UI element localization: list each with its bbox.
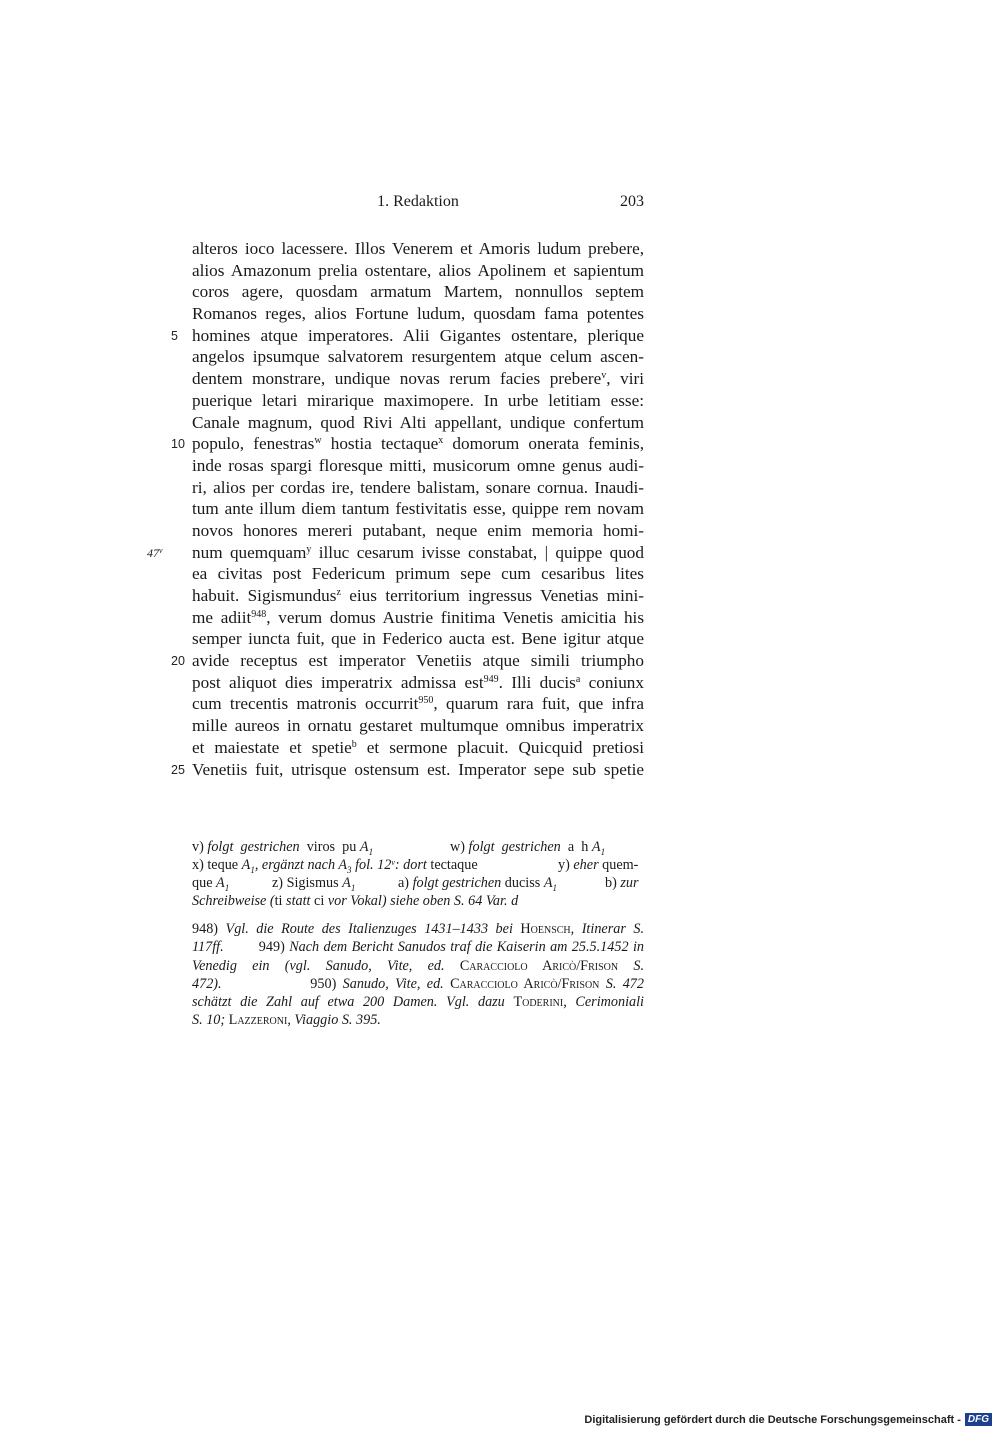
text-line	[192, 455, 644, 477]
main-text	[147, 238, 645, 780]
line-number: 25	[171, 762, 185, 777]
folio-margin-note: 47$^v$	[147, 545, 163, 560]
text-line	[192, 390, 644, 412]
funding-text: Digitalisierung gefördert durch die Deutsche Forschungsgemeinschaft -	[584, 1413, 961, 1426]
critical-apparatus	[192, 838, 644, 910]
apparatus-line	[192, 892, 644, 910]
footnote-marker: v	[601, 370, 607, 382]
line-text: tum ante illum diem tantum festivitatis esse, quippe rem novam	[192, 499, 644, 519]
text-line	[192, 498, 644, 520]
line-text: Canale magnum, quod Rivi Alti appellant, undique confertum	[192, 412, 644, 432]
text-line	[192, 477, 644, 499]
apparatus-line	[192, 856, 644, 874]
line-text: Romanos reges, alios Fortune ludum, quosdam fama potentes	[192, 304, 644, 324]
line-text: ea civitas post Federicum primum sepe cum cesaribus lites	[192, 564, 644, 584]
line-text: num quemquam$^y$ illuc cesarum ivisse constabat, | quippe quod	[192, 542, 644, 562]
line-text: puerique letari mirarique maximopere. In urbe letitiam esse:	[192, 390, 644, 410]
line-text: cum trecentis matronis occurrit$^{950}$, quarum rara fuit, que infra	[192, 694, 644, 714]
line-text: coros agere, quosdam armatum Martem, nonnullos septem	[192, 282, 644, 302]
footnote-marker: 950	[418, 695, 434, 707]
apparatus-line	[192, 838, 644, 856]
text-line	[192, 737, 644, 759]
line-text: ri, alios per cordas ire, tendere balistam, sonare cornua. Inaudi-	[192, 477, 644, 497]
text-line	[192, 346, 644, 368]
apparatus-line	[192, 874, 644, 892]
footnote-marker: w	[314, 435, 322, 447]
text-line	[192, 628, 644, 650]
text-line	[192, 607, 644, 629]
apparatus-entry-v: v) folgt gestrichen viros pu $A_1$	[192, 839, 374, 857]
line-text: inde rosas spargi floresque mitti, musicorum omne genus audi-	[192, 455, 644, 475]
text-line	[192, 715, 644, 737]
line-number: 5	[171, 328, 178, 343]
line-text: novos honores mereri putabant, neque enim memoria homi-	[192, 520, 644, 540]
apparatus-entry-z: z) Sigismus $A_1$	[272, 875, 356, 893]
footnote-line: S. 10; Lazzeroni, Viaggio S. 395.	[192, 1012, 381, 1029]
text-line	[192, 563, 644, 585]
line-text: et maiestate et spetie$^b$ et sermone placuit. Quicquid pretiosi	[192, 737, 645, 757]
text-line	[171, 759, 644, 781]
line-text: alios Amazonum prelia ostentare, alios Apolinem et sapientum	[192, 260, 644, 280]
apparatus-entry-w: w) folgt gestrichen a h $A_1$	[450, 839, 606, 857]
footnote-line: schätzt die Zahl auf etwa 200 Damen. Vgl. dazu Toderini, Cerimoniali	[192, 994, 644, 1011]
apparatus-entry-y-cont: que $A_1$	[192, 875, 230, 893]
footnotes	[192, 920, 644, 1030]
line-text: habuit. Sigismundus$^z$ eius territorium ingressus Venetias mini-	[192, 586, 644, 605]
line-text: semper iuncta fuit, que in Federico aucta est. Bene igitur atque	[192, 629, 644, 649]
text-line	[171, 433, 645, 455]
text-line	[192, 672, 644, 694]
footnote-line: 472). 950) Sanudo, Vite, ed. Caracciolo Aricò/Frison S. 472	[192, 975, 644, 992]
text-line	[192, 693, 644, 715]
apparatus-entry-y: y) eher quem-	[558, 857, 639, 873]
line-text: avide receptus est imperator Venetiis atque simili triumpho	[192, 651, 644, 671]
running-head	[192, 191, 644, 215]
footnote-marker: a	[575, 673, 581, 685]
footnote-line: 117ff. 949) Nach dem Bericht Sanudos traf die Kaiserin am 25.5.1452 in	[192, 939, 644, 956]
line-text: populo, fenestras$^w$ hostia tectaque$^x$ domorum onerata feminis,	[192, 434, 645, 454]
apparatus-entry-a: a) folgt gestrichen duciss $A_1$	[398, 875, 557, 893]
apparatus-entry-x: x) teque $A_1$, ergänzt nach $A_3$ fol. 12$^v$: dort tectaque	[192, 857, 478, 875]
footnote-marker: y	[306, 543, 312, 555]
line-text: post aliquot dies imperatrix admissa est$^{949}$. Illi ducis$^a$ coniunx	[192, 672, 644, 692]
line-text: dentem monstrare, undique novas rerum facies prebere$^v$, viri	[192, 369, 645, 389]
text-line	[171, 325, 644, 347]
footnote-marker: x	[438, 435, 444, 447]
apparatus-entry-b: b) zur	[605, 875, 639, 891]
text-line	[192, 281, 644, 303]
chapter-title: 1. Redaktion	[377, 193, 459, 210]
line-number: 10	[171, 437, 185, 452]
text-line	[192, 303, 644, 325]
line-text: alteros ioco lacessere. Illos Venerem et Amoris ludum prebere,	[192, 239, 644, 258]
footnote-marker: z	[336, 587, 341, 598]
line-number: 20	[171, 654, 185, 669]
dfg-logo: DFG	[965, 1413, 992, 1426]
footnote-line: Venedig ein (vgl. Sanudo, Vite, ed. Caracciolo Aricò/Frison S.	[192, 957, 644, 974]
line-text: homines atque imperatores. Alii Gigantes ostentare, plerique	[192, 325, 644, 345]
footnote-marker: b	[351, 738, 357, 750]
text-line	[192, 238, 644, 260]
text-line	[192, 412, 644, 434]
line-text: mille aureos in ornatu gestaret multumque omnibus imperatrix	[192, 716, 644, 736]
apparatus-entry-b-cont: Schreibweise (ti statt ci vor Vokal) siehe oben S. 64 Var. d	[192, 893, 519, 909]
text-line	[192, 585, 644, 607]
text-line	[192, 368, 644, 390]
text-line	[147, 542, 644, 564]
text-line	[192, 520, 644, 542]
line-text: me adiit$^{948}$, verum domus Austrie finitima Venetis amicitia his	[192, 607, 645, 627]
funding-footer	[584, 1413, 992, 1426]
footnote-marker: 949	[483, 673, 499, 685]
line-text: angelos ipsumque salvatorem resurgentem atque celum ascen-	[192, 347, 644, 367]
line-text: Venetiis fuit, utrisque ostensum est. Imperator sepe sub spetie	[192, 759, 644, 779]
footnote-line: 948) Vgl. die Route des Italienzuges 1431–1433 bei Hoensch, Itinerar S.	[192, 921, 644, 937]
footnote-marker: 948	[251, 608, 267, 620]
page-number: 203	[620, 193, 644, 210]
text-line	[192, 260, 644, 282]
text-line	[171, 650, 644, 672]
